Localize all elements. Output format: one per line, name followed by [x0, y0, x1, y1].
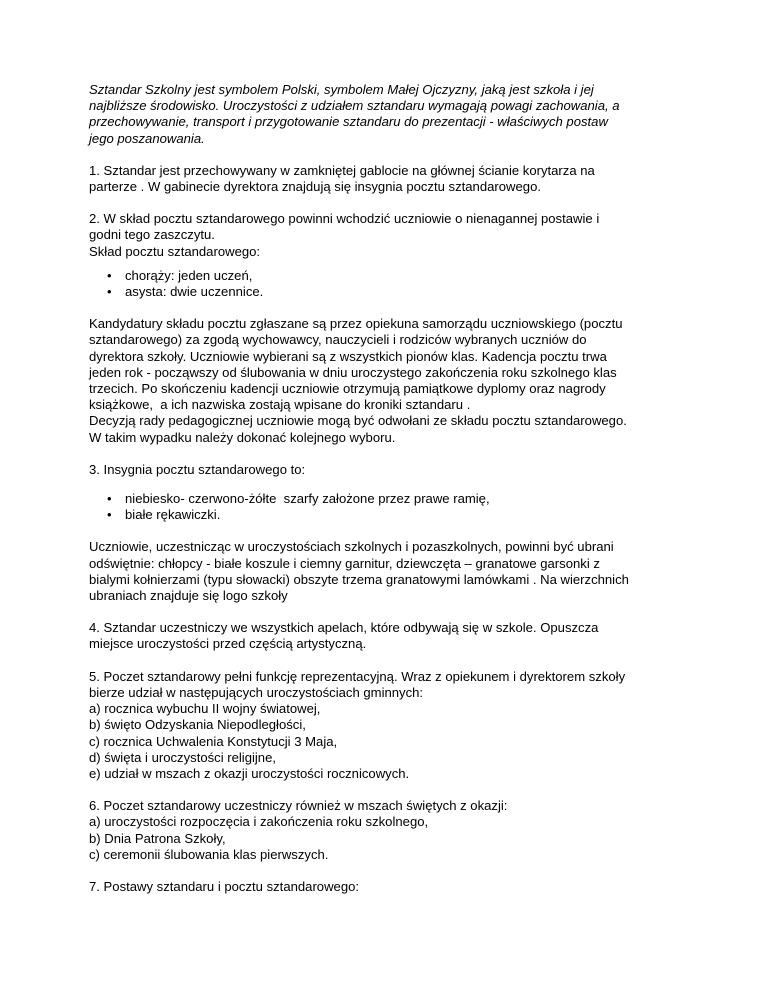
section-6-paragraph [89, 798, 689, 863]
bullet-icon: • [107, 267, 112, 283]
text-line: sztandarowego) za zgodą wychowawcy, nauczycieli i rodziców wybranych uczniów do [89, 332, 587, 348]
text-line: bierze udział w następujących uroczystościach gminnych: [89, 684, 424, 700]
text-line: parterze . W gabinecie dyrektora znajdują się insygnia pocztu sztandarowego. [89, 179, 541, 195]
list-item [89, 268, 689, 284]
text-line: 2. W skład pocztu sztandarowego powinni wchodzić uczniowie o nienagannej postawie i [89, 211, 600, 227]
section-5-paragraph [89, 669, 689, 782]
text-line: bialymi kołnierzami (typu słowacki) obszyte trzema granatowymi lamówkami . Na wierzchnich [89, 571, 629, 587]
text-line: trzecich. Po skończeniu kadencji uczniowie otrzymują pamiątkowe dyplomy oraz nagrody [89, 381, 606, 397]
text-line: W takim wypadku należy dokonać kolejnego wyboru. [89, 429, 396, 445]
text-line: przechowywanie, transport i przygotowanie sztandaru do prezentacji - właściwych postaw [89, 114, 608, 130]
list-item [89, 284, 689, 300]
section-2-paragraph [89, 211, 689, 260]
kandydatury-paragraph [89, 316, 689, 446]
section-3-paragraph [89, 462, 689, 478]
text-line: Skład pocztu sztandarowego: [89, 243, 261, 259]
text-line: jego poszanowania. [89, 130, 205, 146]
poczet-composition-list [89, 268, 689, 300]
text-line: 7. Postawy sztandaru i pocztu sztandarowego: [89, 878, 360, 894]
text-line: jeden rok - począwszy od ślubowania w dniu uroczystego zakończenia roku szkolnego klas [89, 364, 617, 380]
text-line: 5. Poczet sztandarowy pełni funkcję reprezentacyjną. Wraz z opiekunem i dyrektorem szkoły [89, 668, 626, 684]
text-line: Uczniowie, uczestnicząc w uroczystościach szkolnych i pozaszkolnych, powinni być ubrani [89, 539, 614, 555]
section-7-paragraph [89, 879, 689, 895]
insygnia-list [89, 491, 689, 523]
bullet-icon: • [107, 491, 112, 507]
text-line: a) uroczystości rozpoczęcia i zakończenia roku szkolnego, [89, 814, 429, 830]
text-line: 1. Sztandar jest przechowywany w zamkniętej gablocie na głównej ścianie korytarza na [89, 162, 595, 178]
text-line: ubraniach znajduje się logo szkoły [89, 588, 288, 604]
section-4-paragraph [89, 620, 689, 652]
section-1-paragraph [89, 163, 689, 195]
list-item [89, 507, 689, 523]
text-line: a) rocznica wybuchu II wojny światowej, [89, 701, 321, 717]
text-line: 4. Sztandar uczestniczy we wszystkich apelach, które odbywają się w szkole. Opuszcza [89, 620, 599, 636]
text-line: odświętnie: chłopcy - białe koszule i ciemny garnitur, dziewczęta – granatowe garsonki z [89, 555, 600, 571]
list-item-text: niebiesko- czerwono-żółte szarfy założone przez prawe ramię, [125, 491, 490, 507]
bullet-icon: • [107, 507, 112, 523]
text-line: dyrektora szkoły. Uczniowie wybierani są z wszystkich pionów klas. Kadencja pocztu trwa [89, 348, 607, 364]
text-line: Decyzją rady pedagogicznej uczniowie mogą być odwołani ze składu pocztu sztandarowego. [89, 413, 627, 429]
text-line: e) udział w mszach z okazji uroczystości rocznicowych. [89, 765, 410, 781]
text-line: b) święto Odzyskania Niepodległości, [89, 717, 306, 733]
list-item-text: białe rękawiczki. [125, 507, 221, 523]
list-item-text: asysta: dwie uczennice. [125, 284, 264, 300]
document-page [89, 82, 689, 911]
intro-paragraph [89, 82, 689, 147]
uczniowie-paragraph [89, 539, 689, 604]
list-item-text: chorąży: jeden uczeń, [125, 267, 253, 283]
bullet-icon: • [107, 284, 112, 300]
text-line: 6. Poczet sztandarowy uczestniczy również w mszach świętych z okazji: [89, 798, 508, 814]
text-line: książkowe, a ich nazwiska zostają wpisane do kroniki sztandaru . [89, 397, 471, 413]
text-line: 3. Insygnia pocztu sztandarowego to: [89, 461, 306, 477]
text-line: Kandydatury składu pocztu zgłaszane są przez opiekuna samorządu uczniowskiego (pocztu [89, 316, 623, 332]
text-line: c) ceremonii ślubowania klas pierwszych. [89, 846, 329, 862]
text-line: b) Dnia Patrona Szkoły, [89, 830, 226, 846]
list-item [89, 491, 689, 507]
text-line: c) rocznica Uchwalenia Konstytucji 3 Maja, [89, 733, 338, 749]
text-line: miejsce uroczystości przed częścią artystyczną. [89, 636, 367, 652]
text-line: najbliższe środowisko. Uroczystości z udziałem sztandaru wymagają powagi zachowania, a [89, 98, 620, 114]
text-line: Sztandar Szkolny jest symbolem Polski, symbolem Małej Ojczyzny, jaką jest szkoła i jej [89, 82, 594, 97]
text-line: d) święta i uroczystości religijne, [89, 749, 277, 765]
text-line: godni tego zaszczytu. [89, 227, 215, 243]
